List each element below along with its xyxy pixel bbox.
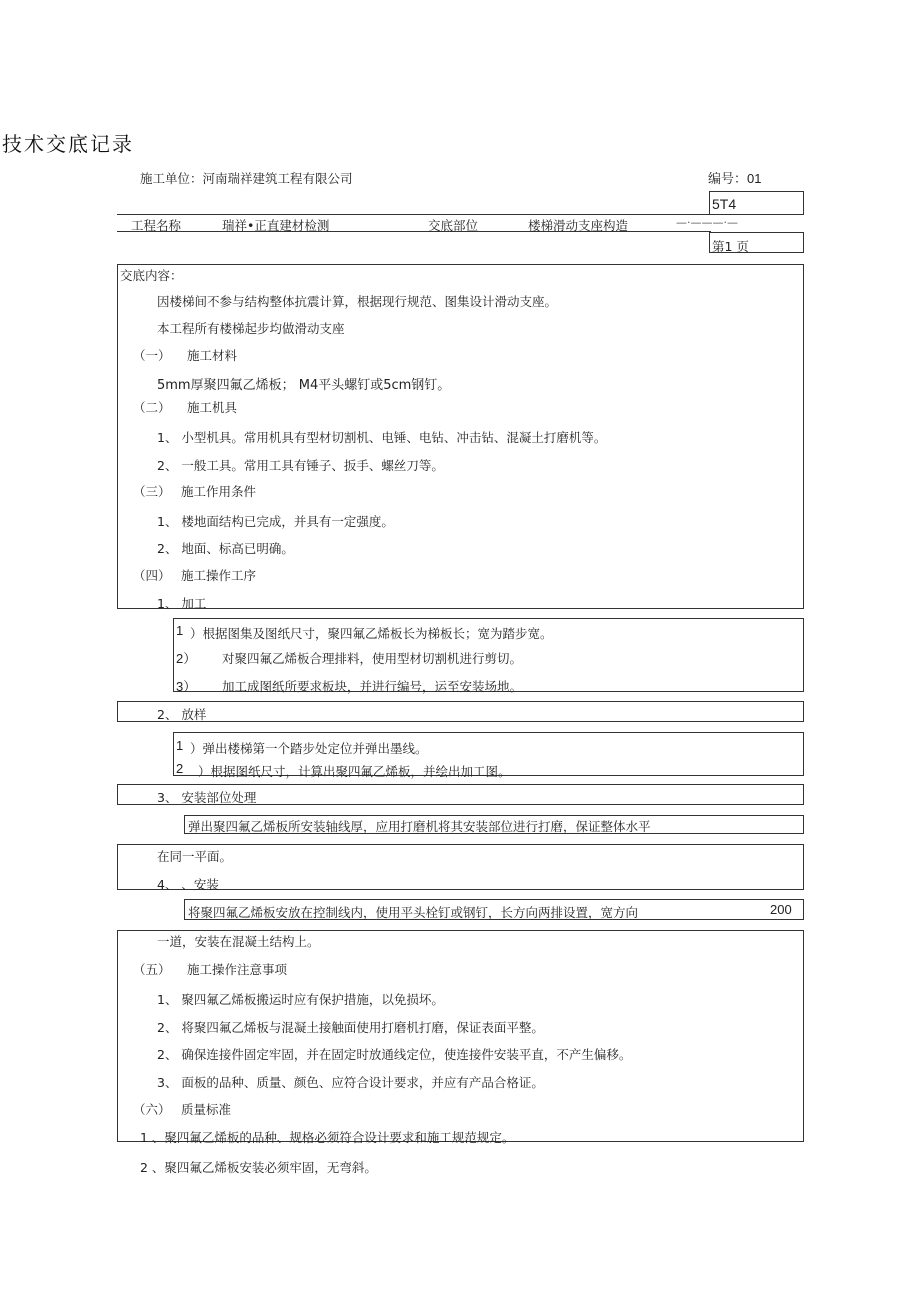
section-4-number: （四） xyxy=(133,568,171,583)
part-value: 楼梯滑动支座构造 xyxy=(528,218,629,233)
project-label: 工程名称 xyxy=(131,218,182,233)
step-2-row xyxy=(117,701,804,722)
process-number: 2） xyxy=(176,651,197,666)
section-1-number: （一） xyxy=(133,348,171,363)
section-2-number: （二） xyxy=(133,400,171,415)
treatment-text-cont: 在同一平面。 xyxy=(157,849,233,864)
section-5-number: （五） xyxy=(133,962,171,977)
treatment-text: 弹出聚四氟乙烯板所安装轴线厚，应用打磨机将其安装部位进行打磨，保证整体水平 xyxy=(188,819,651,834)
materials-text: 5mm厚聚四氟乙烯板； M4平头螺钉或5cm钢钉。 xyxy=(157,378,451,393)
install-number: 200 xyxy=(770,902,792,917)
intro-line-2: 本工程所有楼梯起步均做滑动支座 xyxy=(157,321,345,336)
condition-item: 2、 地面、标高已明确。 xyxy=(157,541,294,556)
section-6-title: 质量标准 xyxy=(181,1102,232,1117)
section-4-title: 施工操作工序 xyxy=(181,568,257,583)
intro-line-1: 因楼梯间不参与结构整体抗震计算，根据现行规范、图集设计滑动支座。 xyxy=(157,294,558,309)
step-1-label: 1、 加工 xyxy=(157,596,207,611)
tool-item: 2、 一般工具。常用工具有锤子、扳手、螺丝刀等。 xyxy=(157,458,444,473)
note-item: 2、 将聚四氟乙烯板与混凝土接触面使用打磨机打磨，保证表面平整。 xyxy=(157,1020,544,1035)
process-number: 1 xyxy=(176,623,184,638)
header-dash: —·———·— xyxy=(676,216,738,229)
project-value: 瑞祥•正直建材检测 xyxy=(222,218,330,233)
section-1-title: 施工材料 xyxy=(187,348,238,363)
page-title: 技术交底记录 xyxy=(2,132,134,156)
section-3-title: 施工作用条件 xyxy=(181,484,257,499)
section-2-title: 施工机具 xyxy=(187,400,238,415)
content-label: 交底内容： xyxy=(120,268,183,283)
step-4-label: 4、 、安装 xyxy=(157,877,219,892)
construction-unit: 施工单位：河南瑞祥建筑工程有限公司 xyxy=(140,171,353,186)
step-2-label: 2、 放样 xyxy=(157,707,207,722)
layout-number: 2 xyxy=(176,761,184,776)
note-item: 2、 确保连接件固定牢固，并在固定时放通线定位，使连接件安装平直，不产生偏移。 xyxy=(157,1047,632,1062)
serial-number: 编号：01 xyxy=(708,171,762,186)
code-value: 5T4 xyxy=(712,196,737,212)
section-3-number: （三） xyxy=(133,484,171,499)
process-text: 对聚四氟乙烯板合理排料，使用型材切割机进行剪切。 xyxy=(222,651,523,666)
page-number: 第1 页 xyxy=(712,239,749,254)
tool-item: 1、 小型机具。常用机具有型材切割机、电锤、电钻、冲击钻、混凝土打磨机等。 xyxy=(157,430,607,445)
step-3-label: 3、 安装部位处理 xyxy=(157,790,257,805)
part-label: 交底部位 xyxy=(428,218,479,233)
condition-item: 1、 楼地面结构已完成，并具有一定强度。 xyxy=(157,514,394,529)
note-item: 1、 聚四氟乙烯板搬运时应有保护措施，以免损坏。 xyxy=(157,992,444,1007)
quality-item: 2 、聚四氟乙烯板安装必须牢固，无弯斜。 xyxy=(140,1160,377,1175)
layout-text: ）根据图纸尺寸，计算出聚四氟乙烯板，并绘出加工图。 xyxy=(198,764,511,779)
quality-item: 1 、聚四氟乙烯板的品种、规格必须符合设计要求和施工规范规定。 xyxy=(140,1130,515,1145)
note-item: 3、 面板的品种、质量、颜色、应符合设计要求，并应有产品合格证。 xyxy=(157,1075,544,1090)
section-5-title: 施工操作注意事项 xyxy=(187,962,288,977)
process-text: ）根据图集及图纸尺寸，聚四氟乙烯板长为梯板长；宽为踏步宽。 xyxy=(190,626,553,641)
process-text: 加工成图纸所要求板块，并进行编号，运至安装场地。 xyxy=(222,679,523,694)
install-text: 将聚四氟乙烯板安放在控制线内，使用平头栓钉或钢钉，长方向两排设置，宽方向 xyxy=(188,905,639,920)
section-6-number: （六） xyxy=(133,1102,171,1117)
install-text-cont: 一道，安装在混凝土结构上。 xyxy=(157,934,320,949)
process-number: 3） xyxy=(176,679,197,694)
layout-text: ）弹出楼梯第一个踏步处定位并弹出墨线。 xyxy=(190,741,428,756)
layout-number: 1 xyxy=(176,738,184,753)
